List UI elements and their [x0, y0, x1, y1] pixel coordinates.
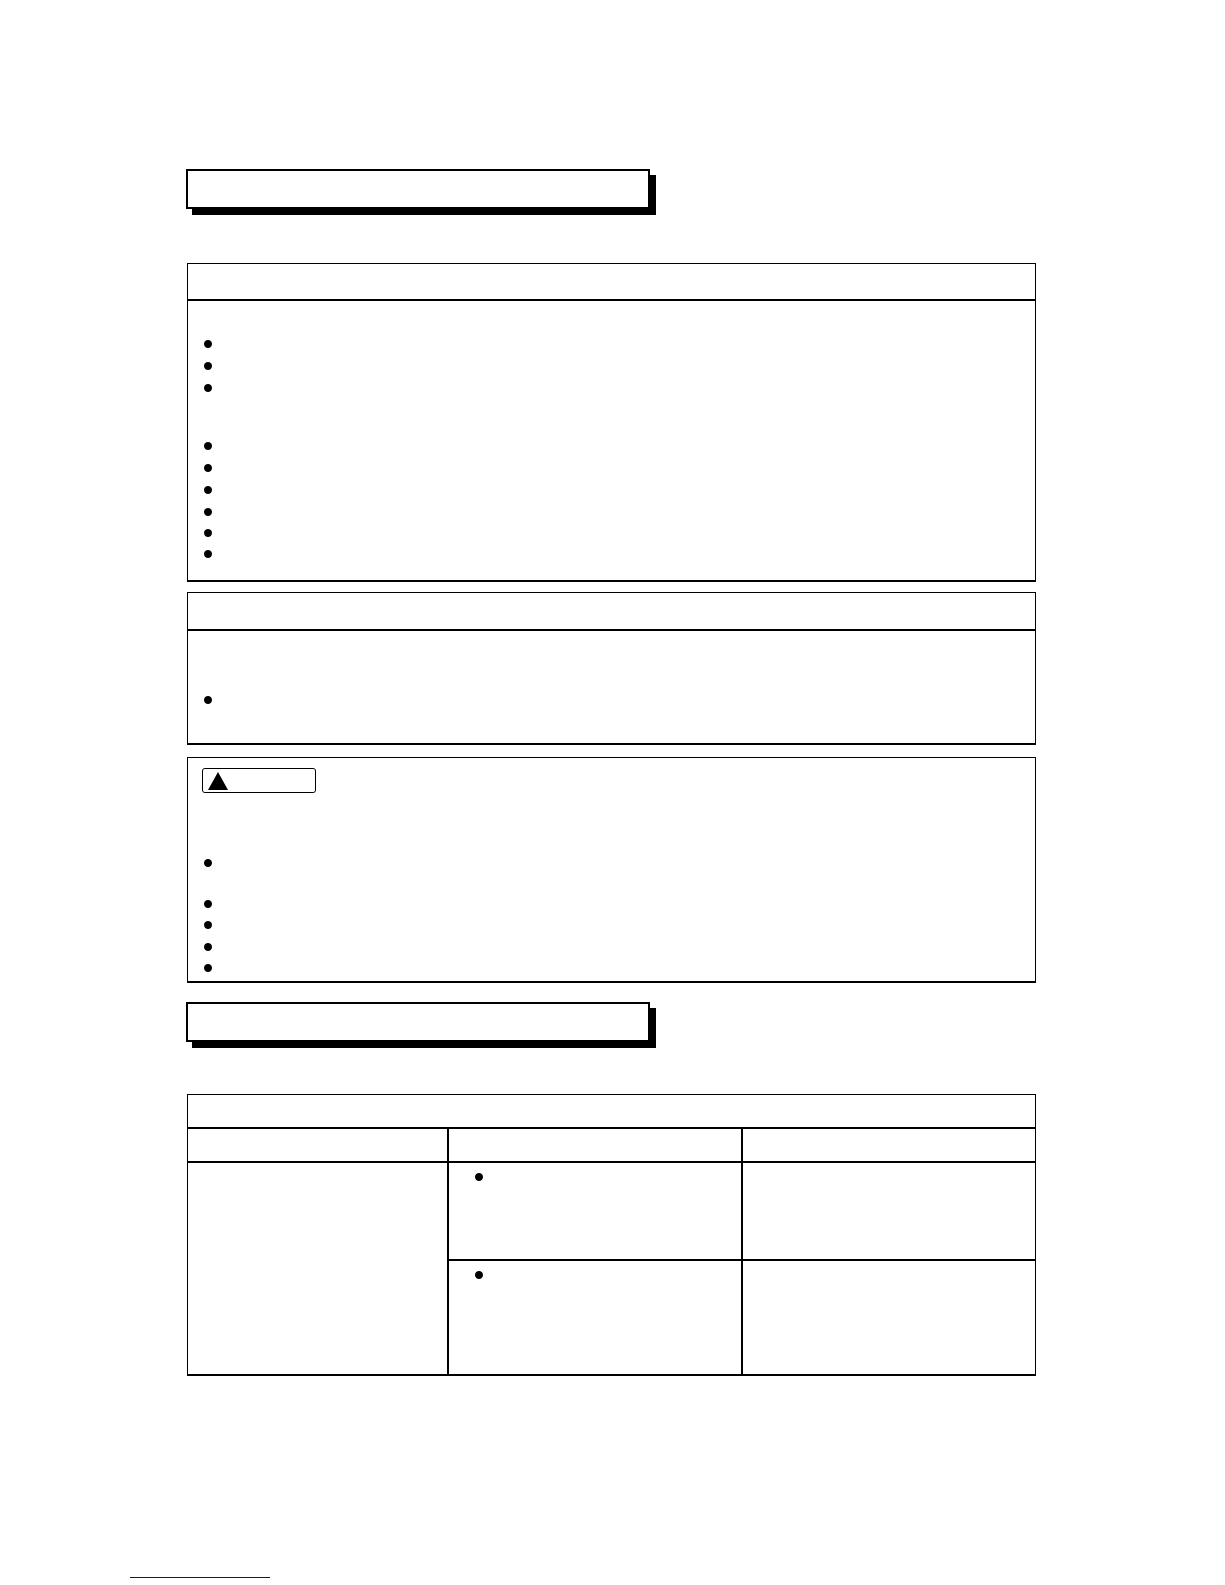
bullet-icon — [204, 464, 212, 472]
list-item — [200, 435, 1025, 457]
bullet-icon — [475, 1271, 483, 1279]
table-row — [449, 1163, 741, 1259]
bullet-icon — [204, 442, 212, 450]
bullet-icon — [204, 550, 212, 558]
bullet-icon — [204, 859, 212, 867]
bullet-icon — [475, 1173, 483, 1181]
list-item — [200, 893, 1025, 915]
section-title-2 — [186, 1002, 650, 1042]
bullet-icon — [204, 486, 212, 494]
table-row — [449, 1261, 741, 1375]
list-item — [200, 377, 1025, 399]
info-panel-a — [187, 263, 1036, 582]
warning-badge — [202, 768, 316, 793]
bullet-icon — [204, 900, 212, 908]
table-header-cell — [448, 1129, 742, 1162]
bullet-icon — [204, 696, 212, 704]
list-item — [200, 936, 1025, 958]
list-item — [200, 522, 1025, 544]
bullet-icon — [204, 508, 212, 516]
troubleshooting-table — [187, 1094, 1036, 1376]
list-item — [200, 457, 1025, 479]
panel-b-heading — [188, 593, 1035, 631]
list-item — [200, 355, 1025, 377]
section-title-1 — [186, 169, 650, 209]
panel-a-heading — [188, 264, 1035, 301]
bullet-icon — [204, 964, 212, 972]
table-caption — [188, 1095, 1035, 1128]
list-item — [200, 914, 1025, 936]
table-header-cell — [188, 1129, 448, 1162]
table-cell — [743, 1261, 1035, 1375]
list-item — [200, 333, 1025, 355]
table-header-cell — [742, 1129, 1035, 1162]
bullet-icon — [204, 362, 212, 370]
bullet-icon — [204, 529, 212, 537]
bullet-icon — [204, 943, 212, 951]
table-cell — [188, 1163, 447, 1375]
list-item — [200, 852, 1025, 874]
bullet-icon — [204, 921, 212, 929]
warning-panel — [187, 757, 1036, 983]
list-item — [200, 689, 1025, 711]
list-item — [200, 479, 1025, 501]
warning-triangle-icon — [207, 771, 229, 791]
list-item — [200, 957, 1025, 979]
list-item — [200, 501, 1025, 523]
bullet-icon — [204, 384, 212, 392]
bullet-icon — [204, 340, 212, 348]
info-panel-b — [187, 592, 1036, 745]
list-item — [200, 543, 1025, 565]
table-cell — [743, 1163, 1035, 1259]
footer-link[interactable] — [130, 1577, 270, 1578]
